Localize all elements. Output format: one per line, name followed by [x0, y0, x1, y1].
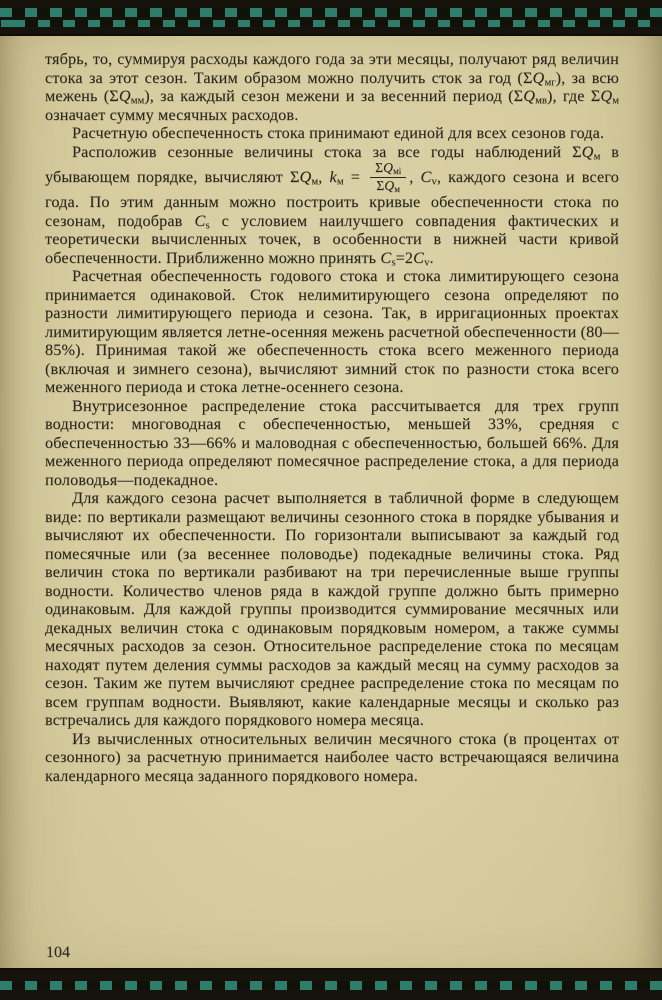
formula-text-before: Расположив сезонные величины стока за все годы наблюдений $\Sigma Q_м$ в убывающем порядке, вычисляют $\Sigma Q_м$, $k_м$ = [45, 142, 619, 188]
formula-text-after: , $C_v$, каждого сезона и всего года. По этим данным можно построить кривые обеспеченности стока по сезонам, подобрав $C_s$ с условием наилучшего совпадения фактических и теоретически вычисленных точек, в особенности в нижней части кривой обеспеченности. Приближенно можно принять $C_s=2C_v$. [45, 168, 619, 268]
ornament-dashes-row [0, 981, 662, 990]
text-block [45, 50, 619, 785]
top-binding-ornament [0, 0, 662, 36]
bottom-binding-ornament [0, 968, 662, 1000]
body-paragraph: Расчетная обеспеченность годового стока и стока лимитирующего сезона принимается одинаковой. Сток нелимитирующего сезона определяют по разности лимитирующего периода и сезона. Так, в ирригационных проектах лимитирующим является летне-осенняя межень расчетной обеспеченности (80—85%). Принимая такой же обеспеченность стока всего меженного периода (включая и зимнего сезона), вычисляют зимний сток по разности стока всего меженного периода и стока летне-осеннего сезона. [45, 267, 620, 397]
ornament-dashes-row [0, 8, 662, 17]
body-paragraph: Внутрисезонное распределение стока рассчитывается для трех групп водности: многоводная с обеспеченностью, меньшей 33%, средняя с обеспеченностью 33—66% и маловодная с обеспеченностью, большей 66%. Для меженного периода определяют помесячное распределение стока, а для периода половодья—подекадное. [45, 396, 619, 489]
fraction-numerator: $\Sigma Q_{мi}$ [370, 161, 406, 178]
body-paragraph: тябрь, то, суммируя расходы каждого года за эти месяцы, получают ряд величин стока за этот сезон. Таким образом можно получить сток за год $(\Sigma Q_{мг})$, за всю межень $(\Sigma Q_{мм})$, за каждый сезон межени и за весенний период $(\Sigma Q_{мв})$, где $\Sigma Q_м$ означает сумму месячных расходов. [45, 50, 619, 124]
fraction [370, 161, 406, 193]
body-paragraph: Для каждого сезона расчет выполняется в табличной форме в следующем виде: по вертикали размещают величины сезонного стока в порядке убывания и вычисляют их обеспеченности. По горизонтали выписывают за каждый год помесячные или (за весеннее половодье) подекадные величины стока. Ряд величин стока по вертикали разбивают на три перечисленные выше группы водности. Количество членов ряда в каждой группе должно быть примерно одинаковым. Для каждой группы производится суммирование месячных или декадных величин стока с одинаковым порядковым номером, а также суммы месячных расходов за сезон. Относительное распределение стока по месяцам находят путем деления суммы расходов за каждый месяц на сумму расходов за сезон. Таким же путем вычисляют среднее распределение стока по месяцам по всем группам водности. Выявляют, какие календарные месяцы и сколько раз встречались для каждого порядкового номера месяца. [45, 489, 619, 730]
page-number: 104 [46, 944, 70, 961]
ornament-dashes-row [0, 20, 662, 27]
fraction-denominator: $\Sigma Q_м$ [376, 177, 400, 194]
formula-paragraph [45, 143, 619, 268]
body-paragraph: Расчетную обеспеченность стока принимают единой для всех сезонов года. [72, 124, 605, 142]
body-paragraph: Из вычисленных относительных величин месячного стока (в процентах от сезонного) за расчетную принимается наиболее часто встречающаяся величина календарного месяца заданного порядкового номера. [45, 729, 619, 785]
